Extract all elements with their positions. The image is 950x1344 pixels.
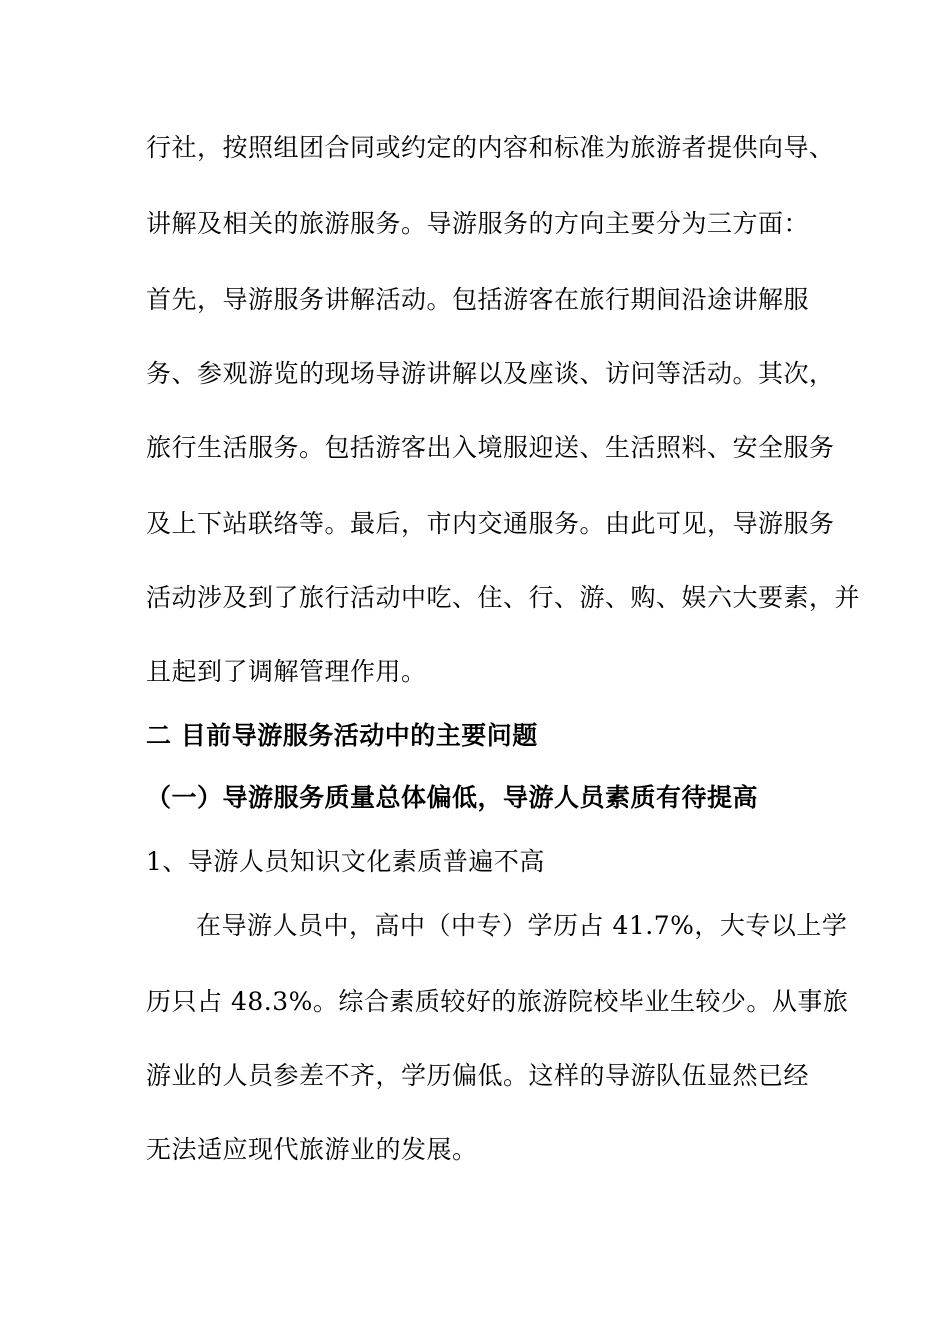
paragraph-line: 讲解及相关的旅游服务。导游服务的方向主要分为三方面： (146, 209, 810, 238)
paragraph-line: 活动涉及到了旅行活动中吃、住、行、游、购、娱六大要素，并 (146, 583, 861, 612)
paragraph-line: 在导游人员中，高中（中专）学历占 41.7%，大专以上学 (196, 911, 848, 940)
paragraph-line: 务、参观游览的现场导游讲解以及座谈、访问等活动。其次， (146, 359, 835, 388)
item-heading: 1、导游人员知识文化素质普遍不高 (146, 847, 545, 876)
paragraph-line: 游业的人员参差不齐，学历偏低。这样的导游队伍显然已经 (146, 1061, 810, 1090)
paragraph-line: 且起到了调解管理作用。 (146, 657, 427, 686)
paragraph-line: 历只占 48.3%。综合素质较好的旅游院校毕业生较少。从事旅 (146, 987, 849, 1016)
paragraph-line: 首先，导游服务讲解活动。包括游客在旅行期间沿途讲解服 (146, 285, 810, 314)
section-heading: 二 目前导游服务活动中的主要问题 (146, 721, 538, 750)
subsection-heading: （一）导游服务质量总体偏低，导游人员素质有待提高 (146, 783, 759, 812)
paragraph-line: 行社，按照组团合同或约定的内容和标准为旅游者提供向导、 (146, 133, 835, 162)
paragraph-line: 及上下站联络等。最后，市内交通服务。由此可见，导游服务 (146, 509, 835, 538)
paragraph-line: 无法适应现代旅游业的发展。 (146, 1135, 478, 1164)
paragraph-line: 旅行生活服务。包括游客出入境服迎送、生活照料、安全服务 (146, 433, 835, 462)
